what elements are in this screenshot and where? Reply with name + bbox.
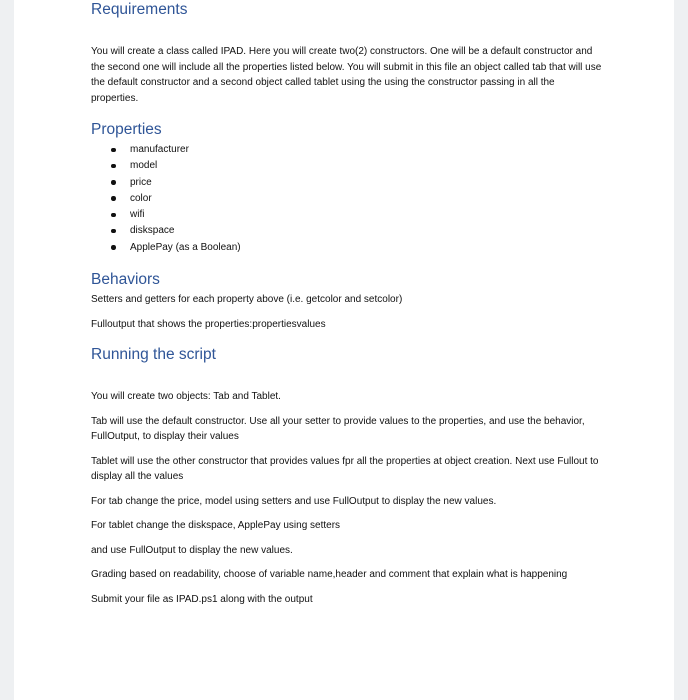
requirements-heading: Requirements [91, 1, 188, 18]
list-item: model [91, 158, 611, 174]
running-paragraph: and use FullOutput to display the new values. [91, 544, 293, 556]
running-paragraph: Tablet will use the other constructor that provides values fpr all the properties at object creation. Next use Fullout to display all the values [91, 455, 599, 483]
right-margin [674, 0, 688, 700]
behaviors-line-2: Fulloutput that shows the properties:propertiesvalues [91, 318, 326, 330]
running-paragraph: You will create two objects: Tab and Tablet. [91, 391, 281, 403]
running-paragraph: Tab will use the default constructor. Use all your setter to provide values to the properties, and use the behavior, FullOutput, to display their values [91, 415, 585, 443]
running-paragraph: For tab change the price, model using setters and use FullOutput to display the new values. [91, 495, 497, 507]
list-item: color [91, 191, 611, 207]
list-item: diskspace [91, 223, 611, 239]
properties-list [91, 142, 611, 256]
document-content [91, 0, 611, 607]
running-paragraph: For tablet change the diskspace, ApplePay using setters [91, 520, 341, 532]
behaviors-line-1: Setters and getters for each property above (i.e. getcolor and setcolor) [91, 294, 403, 306]
document-page [14, 0, 674, 700]
list-item: ApplePay (as a Boolean) [91, 240, 611, 256]
requirements-paragraph: You will create a class called IPAD. Here you will create two(2) constructors. One will be a default constructor and the second one will include all the properties listed below. You will submit in this file an object called tab that will use the default constructor and a second object called tablet using the using the constructor passing in all the properties. [91, 46, 602, 104]
left-margin [0, 0, 14, 700]
list-item: price [91, 175, 611, 191]
list-item: manufacturer [91, 142, 611, 158]
behaviors-heading: Behaviors [91, 271, 160, 289]
list-item: wifi [91, 207, 611, 223]
running-paragraph: Submit your file as IPAD.ps1 along with the output [91, 593, 313, 605]
running-heading: Running the script [91, 346, 216, 364]
properties-heading: Properties [91, 121, 162, 138]
running-paragraph: Grading based on readability, choose of variable name,header and comment that explain what is happening [91, 569, 568, 581]
